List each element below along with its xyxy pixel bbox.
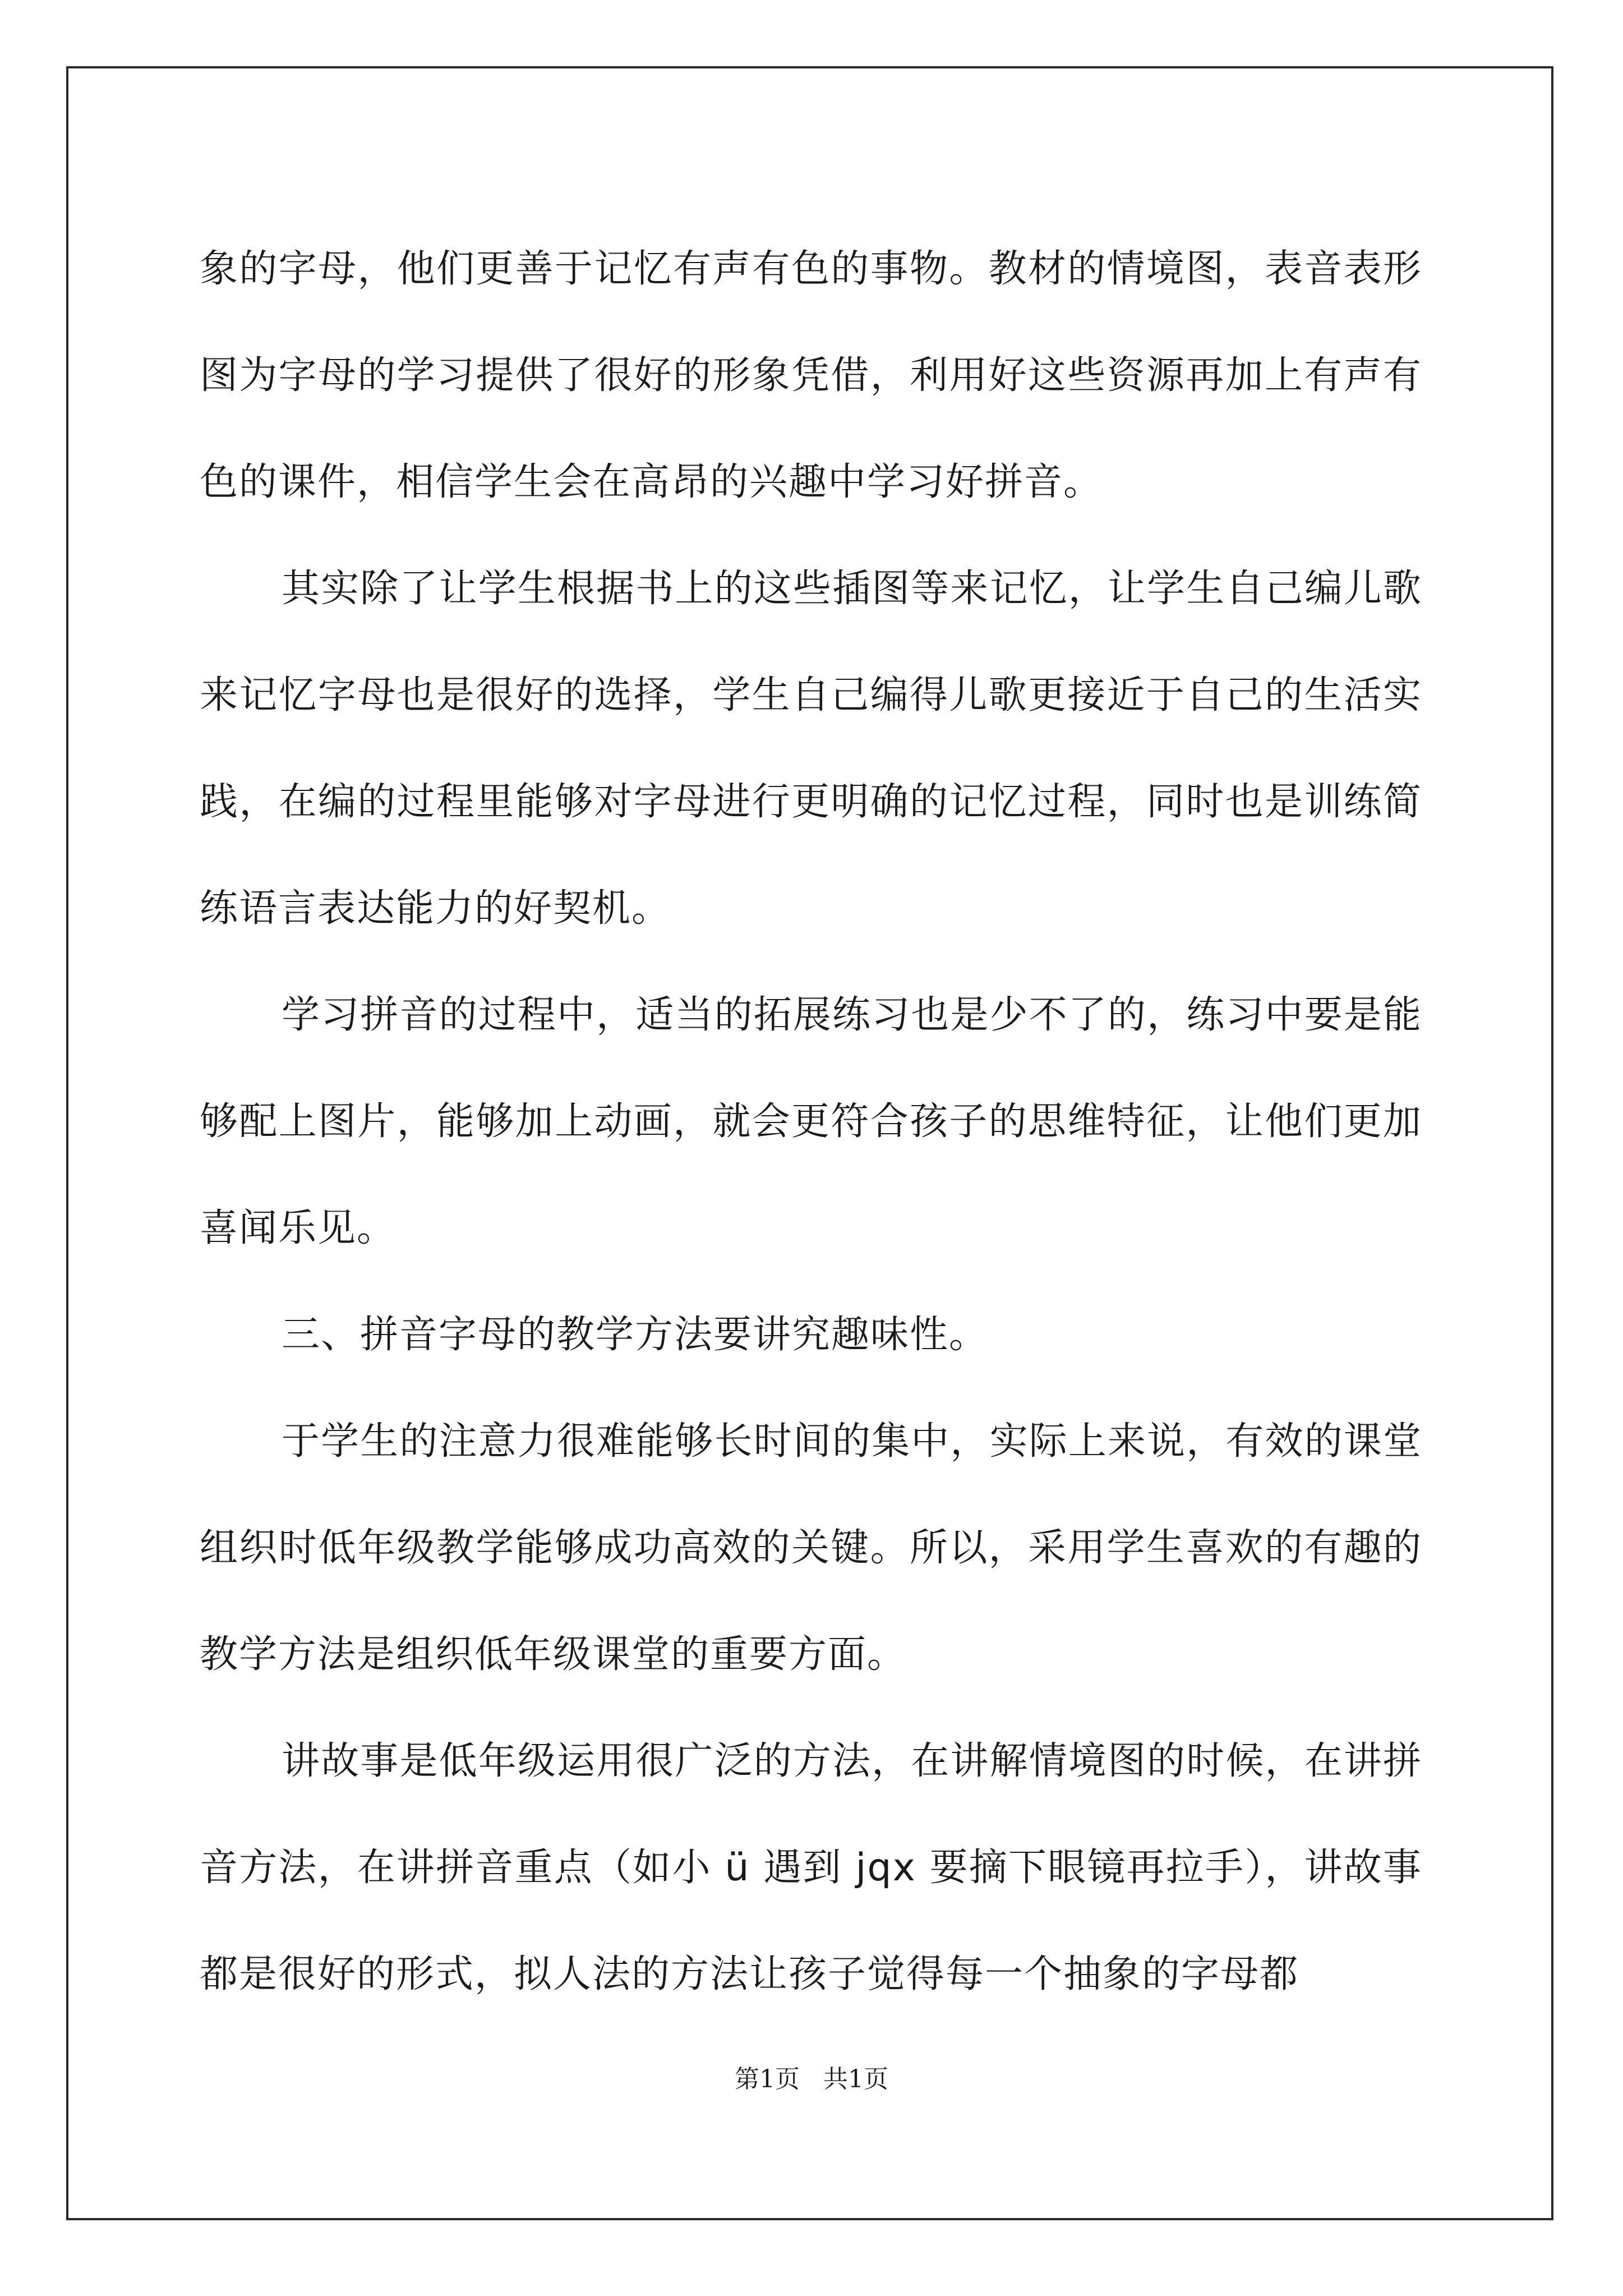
paragraph-4: 于学生的注意力很难能够长时间的集中，实际上来说，有效的课堂组织时低年级教学能够成功高效的关键。所以，采用学生喜欢的有趣的教学方法是组织低年级课堂的重要方面。 bbox=[200, 1419, 1422, 1677]
document-body bbox=[200, 216, 1422, 2028]
section-heading: 三、拼音字母的教学方法要讲究趣味性。 bbox=[282, 1313, 989, 1357]
paragraph-5: 讲故事是低年级运用很广泛的方法，在讲解情境图的时候，在讲拼音方法，在讲拼音重点（如小 ü 遇到 jqx 要摘下眼镜再拉手），讲故事都是很好的形式，拟人法的方法让孩子觉得每一个抽象的字母都 bbox=[200, 1739, 1423, 1996]
paragraph-2: 其实除了让学生根据书上的这些插图等来记忆，让学生自己编儿歌来记忆字母也是很好的选择，学生自己编得儿歌更接近于自己的生活实践，在编的过程里能够对字母进行更明确的记忆过程，同时也是训练简练语言表达能力的好契机。 bbox=[200, 567, 1422, 931]
paragraph-3: 学习拼音的过程中，适当的拓展练习也是少不了的，练习中要是能够配上图片，能够加上动画，就会更符合孩子的思维特征，让他们更加喜闻乐见。 bbox=[200, 993, 1422, 1250]
page-footer: 第1页 共1页 bbox=[735, 2065, 888, 2093]
paragraph-1: 象的字母，他们更善于记忆有声有色的事物。教材的情境图，表音表形图为字母的学习提供了很好的形象凭借，利用好这些资源再加上有声有色的课件，相信学生会在高昂的兴趣中学习好拼音。 bbox=[200, 247, 1422, 504]
